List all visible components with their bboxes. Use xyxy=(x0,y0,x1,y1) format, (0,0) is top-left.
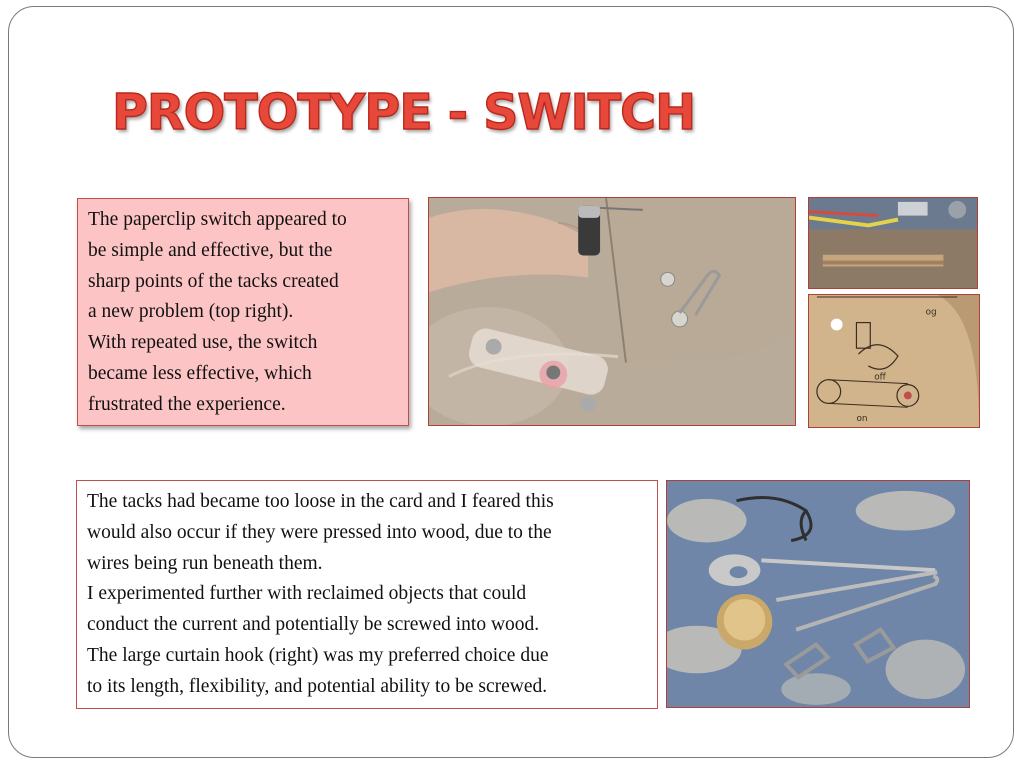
tack-detail-photo xyxy=(808,197,978,289)
sketch-top-label: og xyxy=(925,307,937,318)
top-text-line: frustrated the experience. xyxy=(88,393,286,415)
bottom-text-line: wires being run beneath them. xyxy=(87,552,323,574)
top-text-line: became less effective, which xyxy=(88,362,312,384)
switch-sketch-photo xyxy=(808,294,980,428)
sketch-on-label: on xyxy=(856,414,868,425)
top-text-line: The paperclip switch appeared to xyxy=(88,209,347,230)
bottom-text-line: The large curtain hook (right) was my preferred choice due xyxy=(87,644,549,666)
bottom-text-line: I experimented further with reclaimed objects that could xyxy=(87,583,527,605)
slide-title: PROTOTYPE - SWITCH xyxy=(112,84,696,141)
bottom-text-line: conduct the current and potentially be screwed into wood. xyxy=(87,614,540,636)
top-text-line: be simple and effective, but the xyxy=(88,239,333,261)
top-text-line: sharp points of the tacks created xyxy=(88,270,339,292)
bottom-text-box xyxy=(76,480,658,709)
paperclip-switch-photo xyxy=(428,197,796,426)
top-text-line: a new problem (top right). xyxy=(88,301,294,323)
bottom-text-line: to its length, flexibility, and potential ability to be screwed. xyxy=(87,675,548,697)
bottom-text-line: would also occur if they were pressed into wood, due to the xyxy=(87,521,552,543)
top-text-box xyxy=(77,198,409,426)
bottom-text-line: The tacks had became too loose in the card and I feared this xyxy=(87,491,554,512)
reclaimed-objects-photo xyxy=(666,480,970,708)
sketch-off-label: off xyxy=(874,372,886,383)
top-text-line: With repeated use, the switch xyxy=(88,332,318,354)
